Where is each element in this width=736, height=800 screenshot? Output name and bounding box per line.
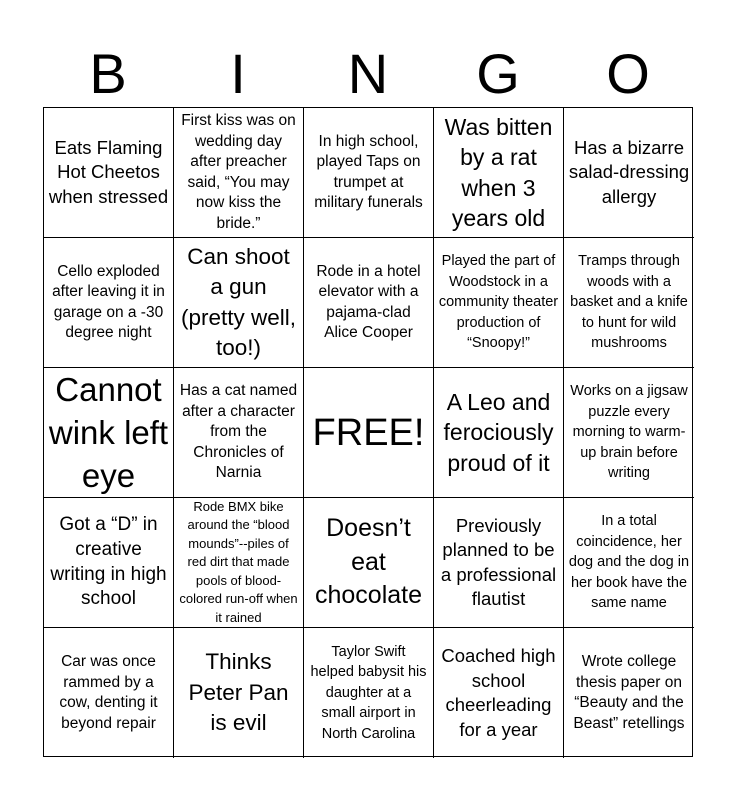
cell-text: Eats Flaming Hot Cheetos when stressed bbox=[48, 136, 169, 207]
cell-text: In a total coincidence, her dog and the dog in her book have the same name bbox=[568, 513, 690, 612]
cell-text: Works on a jigsaw puzzle every morning to warm-up brain before writing bbox=[570, 383, 688, 482]
cell-text: Tramps through woods with a basket and a knife to hunt for wild mushrooms bbox=[570, 253, 688, 352]
free-space-text: FREE! bbox=[312, 411, 425, 454]
cell-text: Has a bizarre salad-dressing allergy bbox=[568, 136, 690, 207]
cell-text: Previously planned to be a professional flautist bbox=[440, 514, 557, 609]
bingo-cell[interactable] bbox=[434, 108, 564, 238]
cell-text: Cannot wink left eye bbox=[48, 371, 169, 494]
cell-text: Played the part of Woodstock in a community theater production of “Snoopy!” bbox=[438, 253, 559, 352]
bingo-cell[interactable] bbox=[304, 498, 434, 628]
bingo-cell[interactable] bbox=[434, 368, 564, 498]
bingo-cell[interactable] bbox=[564, 108, 694, 238]
bingo-cell[interactable] bbox=[174, 368, 304, 498]
cell-text: Thinks Peter Pan is evil bbox=[188, 649, 289, 736]
bingo-cell[interactable] bbox=[44, 108, 174, 238]
cell-text: In high school, played Taps on trumpet at military funerals bbox=[314, 132, 423, 211]
bingo-cell[interactable] bbox=[434, 628, 564, 758]
header-letter-b: B bbox=[89, 42, 127, 105]
header-letter-n: N bbox=[347, 42, 389, 105]
bingo-cell[interactable] bbox=[174, 498, 304, 628]
cell-text: Coached high school cheerleading for a year bbox=[441, 645, 556, 740]
bingo-cell[interactable] bbox=[564, 628, 694, 758]
bingo-header bbox=[43, 40, 693, 108]
bingo-cell[interactable] bbox=[434, 498, 564, 628]
bingo-cell[interactable] bbox=[304, 238, 434, 368]
cell-text: Car was once rammed by a cow, denting it beyond repair bbox=[59, 653, 158, 732]
header-letter-g: G bbox=[476, 42, 520, 105]
bingo-cell[interactable] bbox=[44, 498, 174, 628]
cell-text: Got a “D” in creative writing in high school bbox=[50, 513, 167, 610]
bingo-cell[interactable] bbox=[564, 498, 694, 628]
cell-text: Taylor Swift helped babysit his daughter at a small airport in North Carolina bbox=[310, 643, 427, 742]
cell-text: First kiss was on wedding day after preacher said, “You may now kiss the bride.” bbox=[181, 112, 296, 232]
bingo-cell[interactable] bbox=[304, 628, 434, 758]
free-space-cell[interactable] bbox=[304, 368, 434, 498]
bingo-grid bbox=[43, 107, 693, 757]
header-letter-i: I bbox=[230, 42, 246, 105]
bingo-cell[interactable] bbox=[44, 238, 174, 368]
bingo-cell[interactable] bbox=[434, 238, 564, 368]
bingo-cell[interactable] bbox=[564, 368, 694, 498]
cell-text: Has a cat named after a character from the Chronicles of Narnia bbox=[179, 382, 298, 482]
bingo-cell[interactable] bbox=[304, 108, 434, 238]
cell-text: Doesn’t eat chocolate bbox=[314, 514, 423, 610]
cell-text: Can shoot a gun (pretty well, too!) bbox=[180, 243, 297, 360]
cell-text: Was bitten by a rat when 3 years old bbox=[444, 113, 553, 231]
bingo-cell[interactable] bbox=[44, 368, 174, 498]
cell-text: Wrote college thesis paper on “Beauty and the Beast” retellings bbox=[573, 653, 685, 732]
cell-text: Cello exploded after leaving it in garage on a -30 degree night bbox=[52, 262, 165, 341]
bingo-cell[interactable] bbox=[174, 238, 304, 368]
bingo-cell[interactable] bbox=[564, 238, 694, 368]
bingo-cell[interactable] bbox=[174, 628, 304, 758]
cell-text: Rode BMX bike around the “blood mounds”--piles of red dirt that made pools of blood-colored run-off when it rained bbox=[179, 498, 298, 625]
bingo-cell[interactable] bbox=[174, 108, 304, 238]
bingo-cell[interactable] bbox=[44, 628, 174, 758]
cell-text: A Leo and ferociously proud of it bbox=[443, 388, 554, 476]
cell-text: Rode in a hotel elevator with a pajama-clad Alice Cooper bbox=[316, 262, 421, 341]
header-letter-o: O bbox=[606, 42, 650, 105]
